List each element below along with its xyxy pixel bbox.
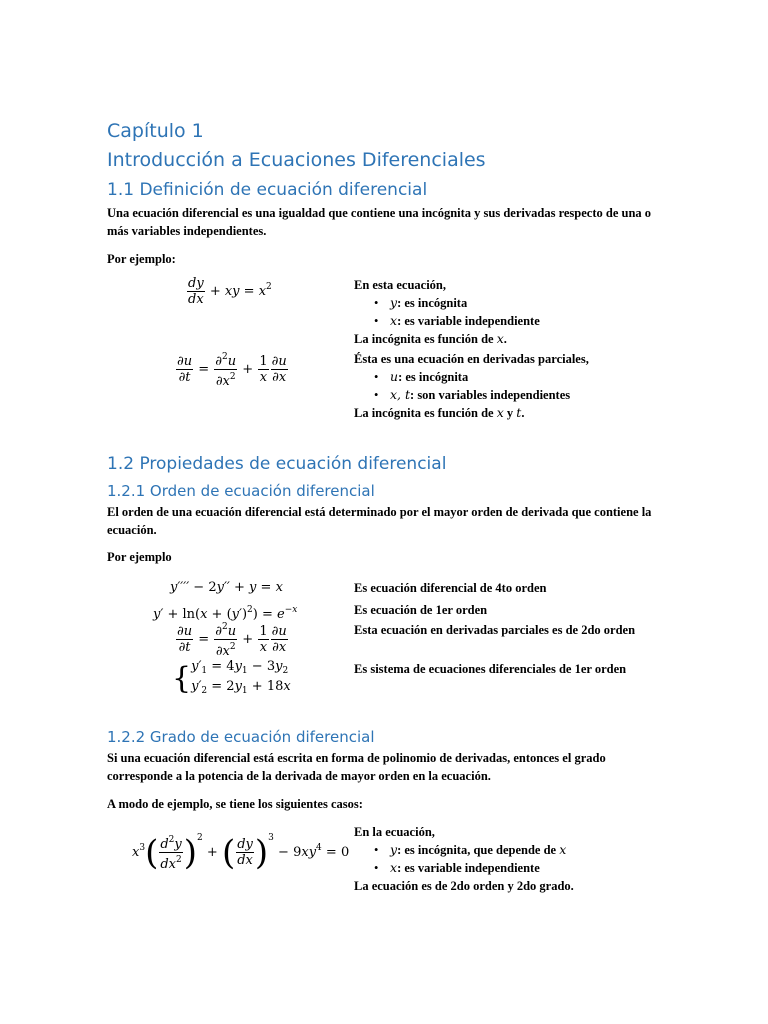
example-2-description bbox=[354, 350, 654, 422]
chapter-number: Capítulo 1 bbox=[107, 120, 204, 142]
equation-order-1: y′′′′ − 2y′′ + y = x bbox=[170, 580, 283, 595]
example-label-3: A modo de ejemplo, se tiene los siguientes casos: bbox=[107, 797, 363, 811]
example-label-2: Por ejemplo bbox=[107, 550, 172, 564]
equation-grade: $x^3$( $\frac{d^2y}{dx^2}$ )$^2$ + ( $\frac{dy}{dx}$ )$^3 - 9xy^4 = 0$ bbox=[132, 832, 350, 873]
example-2-intro: Ésta es una ecuación en derivadas parciales, bbox=[354, 352, 589, 366]
grade-example-conclusion: La ecuación es de 2do orden y 2do grado. bbox=[354, 879, 574, 893]
equation-order-4-system: { $y'_1 = 4y_1 - 3y_2$ $y'_2 = 2y_1 + 18x$ bbox=[172, 659, 291, 696]
section-1-2-2-paragraph: Si una ecuación diferencial está escrita en forma de polinomio de derivadas, entonces el grado corresponde a la potencia de la derivada de mayor orden en la ecuación. bbox=[107, 751, 606, 783]
grade-example-description bbox=[354, 823, 654, 895]
example-label-1: Por ejemplo: bbox=[107, 252, 176, 266]
example-1-conclusion: La incógnita es función de x. bbox=[354, 331, 507, 346]
equation-order-2: $y' + \ln(x + (y')^2) = e^{-x}$ bbox=[153, 605, 298, 622]
equation-pde-1: $\frac{\partial u}{\partial t}$ = $\frac{\partial^2u}{\partial x^2}$ + $\frac{1}{x}$ $\frac{\partial u}{\partial x}$ bbox=[177, 352, 287, 389]
order-row-3: Esta ecuación en derivadas parciales es de 2do orden bbox=[354, 623, 636, 637]
section-heading-1-2: 1.2 Propiedades de ecuación diferencial bbox=[107, 454, 447, 474]
example-1-description bbox=[354, 276, 654, 348]
grade-example-intro: En la ecuación, bbox=[354, 825, 435, 839]
example-1-bullet-2: • x: es variable independiente bbox=[390, 312, 654, 330]
section-heading-1-1: 1.1 Definición de ecuación diferencial bbox=[107, 180, 428, 200]
section-1-1-paragraph: Una ecuación diferencial es una igualdad que contiene una incógnita y sus derivadas respecto de una o más variables independientes. bbox=[107, 206, 652, 238]
grade-example-bullet-2: • x: es variable independiente bbox=[390, 859, 654, 877]
order-row-2: Es ecuación de 1er orden bbox=[354, 603, 488, 617]
example-2-bullet-2: • x, t: son variables independientes bbox=[390, 386, 654, 404]
example-1-bullet-1: • y: es incógnita bbox=[390, 294, 654, 312]
equation-ode-1: $\frac{dy}{dx}$ + xy = $x^2$ bbox=[188, 276, 272, 307]
example-2-bullet-1: • u: es incógnita bbox=[390, 368, 654, 386]
example-2-conclusion: La incógnita es función de x y t. bbox=[354, 405, 525, 420]
section-1-2-1-paragraph: El orden de una ecuación diferencial está determinado por el mayor orden de derivada que contiene la ecuación. bbox=[107, 505, 652, 537]
grade-example-bullet-1: • y: es incógnita, que depende de x bbox=[390, 841, 654, 859]
chapter-title: Introducción a Ecuaciones Diferenciales bbox=[107, 149, 486, 171]
order-row-1: Es ecuación diferencial de 4to orden bbox=[354, 581, 547, 595]
example-1-intro: En esta ecuación, bbox=[354, 278, 447, 292]
section-heading-1-2-2: 1.2.2 Grado de ecuación diferencial bbox=[107, 728, 375, 746]
section-heading-1-2-1: 1.2.1 Orden de ecuación diferencial bbox=[107, 482, 375, 500]
order-row-4: Es sistema de ecuaciones diferenciales de 1er orden bbox=[354, 662, 627, 676]
equation-order-3: $\frac{\partial u}{\partial t}$ = $\frac{\partial^2u}{\partial x^2}$ + $\frac{1}{x}$ $\frac{\partial u}{\partial x}$ bbox=[177, 622, 287, 659]
